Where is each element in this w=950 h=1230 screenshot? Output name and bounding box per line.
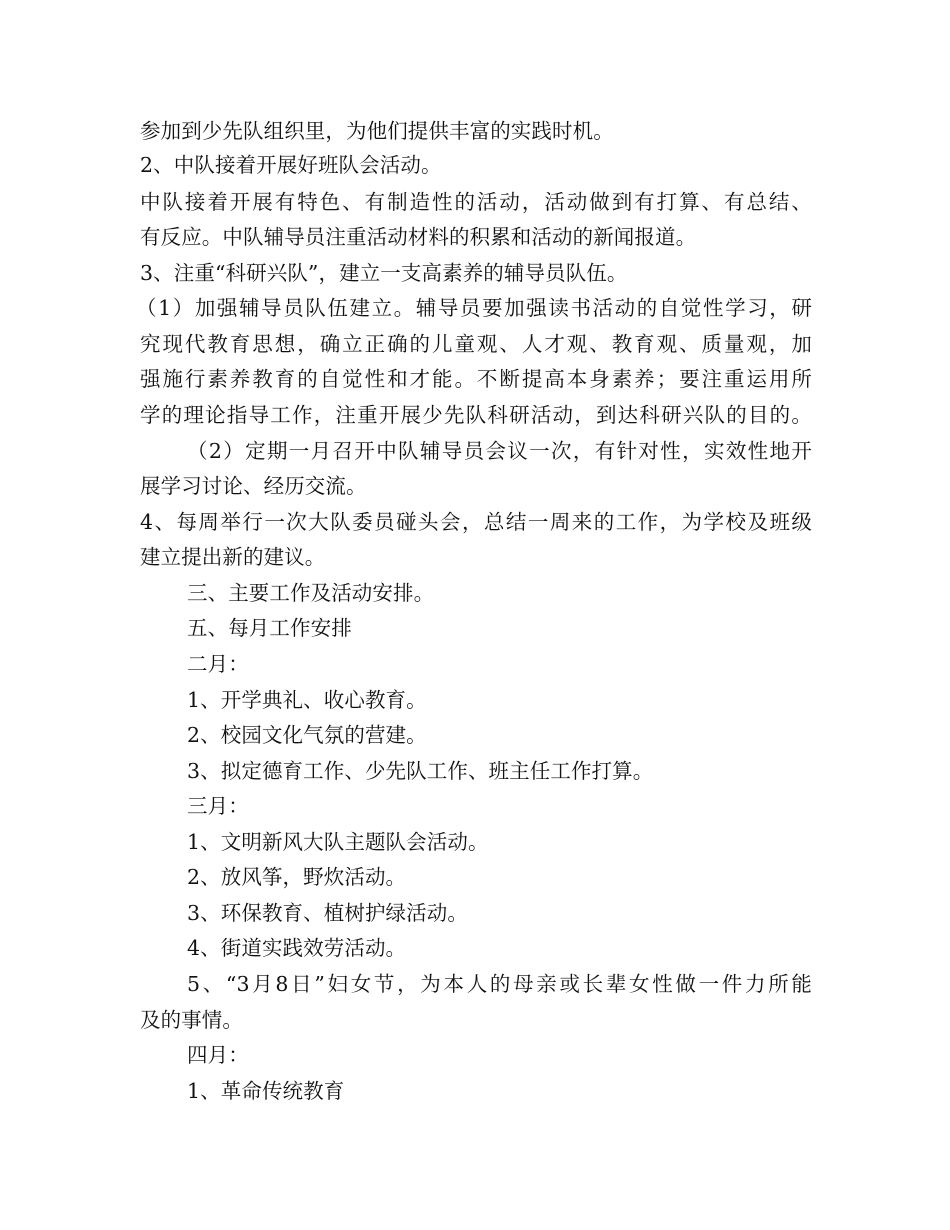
text-line: 1、革命传统教育 [187, 1079, 345, 1103]
text-line: 4、每周举行一次大队委员碰头会，总结一周来的工作，为学校及班级 [140, 510, 812, 534]
text-line: 2、放风筝，野炊活动。 [187, 865, 407, 889]
text-line: 5、“3月8日”妇女节，为本人的母亲或长辈女性做一件力所能 [187, 972, 812, 996]
text-line: 有反应。中队辅导员注重活动材料的积累和活动的新闻报道。 [140, 225, 697, 249]
text-line: 中队接着开展有特色、有制造性的活动，活动做到有打算、有总结、 [140, 190, 812, 214]
text-line: 1、文明新风大队主题队会活动。 [187, 830, 489, 854]
text-line: 三、主要工作及活动安排。 [187, 581, 435, 605]
text-line: 参加到少先队组织里，为他们提供丰富的实践时机。 [140, 119, 614, 143]
text-line: 及的事情。 [140, 1008, 243, 1032]
text-line: 二月： [187, 652, 249, 676]
text-line: 3、拟定德育工作、少先队工作、班主任工作打算。 [187, 759, 654, 783]
text-line: 展学习讨论、经历交流。 [140, 474, 367, 498]
text-line: 三月： [187, 794, 249, 818]
text-line: （2）定期一月召开中队辅导员会议一次，有针对性，实效性地开 [187, 439, 812, 463]
text-line: 四月： [187, 1043, 249, 1067]
text-line: （1）加强辅导员队伍建立。辅导员要加强读书活动的自觉性学习，研 [136, 296, 812, 320]
text-line: 2、中队接着开展好班队会活动。 [140, 153, 442, 177]
text-line: 2、校园文化气氛的营建。 [187, 723, 427, 747]
text-line: 究现代教育思想，确立正确的儿童观、人才观、教育观、质量观，加 [140, 332, 812, 356]
text-line: 1、开学典礼、收心教育。 [187, 688, 427, 712]
text-line: 强施行素养教育的自觉性和才能。不断提高本身素养；要注重运用所 [140, 367, 812, 391]
text-line: 3、注重“科研兴队”，建立一支高素养的辅导员队伍。 [140, 261, 628, 285]
text-line: 学的理论指导工作，注重开展少先队科研活动，到达科研兴队的目的。 [140, 403, 812, 427]
text-line: 4、街道实践效劳活动。 [187, 936, 407, 960]
text-line: 建立提出新的建议。 [140, 545, 326, 569]
text-line: 3、环保教育、植树护绿活动。 [187, 901, 468, 925]
text-line: 五、每月工作安排 [187, 616, 352, 640]
